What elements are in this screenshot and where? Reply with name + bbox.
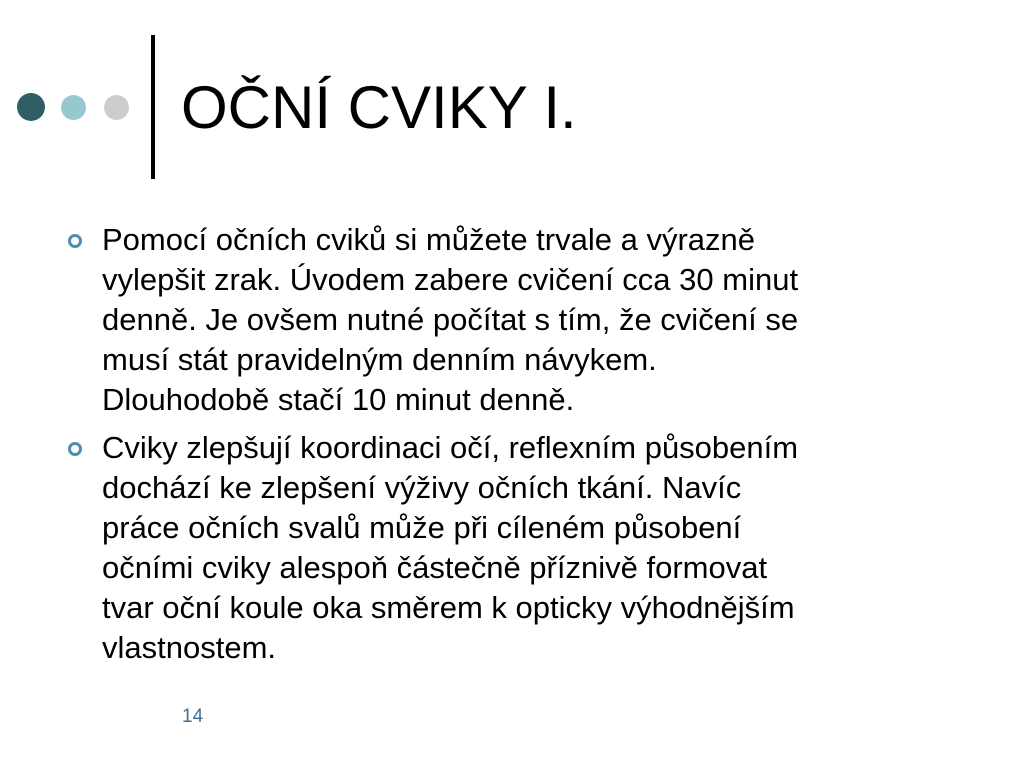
- text-line: tvar oční koule oka směrem k opticky výhodnějším: [102, 590, 795, 625]
- text-line: vlastnostem.: [102, 630, 277, 665]
- ring-bullet-icon: [68, 234, 82, 248]
- page-number: 14: [182, 706, 204, 727]
- text-line: Cviky zlepšují koordinaci očí, reflexním působením: [102, 430, 799, 465]
- decor-dot-light: [61, 95, 86, 120]
- bullet-text: [102, 428, 964, 668]
- decor-dot-grey: [104, 95, 129, 120]
- text-line: práce očních svalů může při cíleném působení: [102, 510, 742, 545]
- bullet-item: [64, 220, 964, 420]
- text-line: denně. Je ovšem nutné počítat s tím, že cvičení se: [102, 302, 799, 337]
- text-line: musí stát pravidelným denním návykem.: [102, 342, 657, 377]
- title-divider: [151, 35, 155, 179]
- bullet-text: [102, 220, 964, 420]
- slide-title: OČNÍ CVIKY I.: [181, 74, 577, 141]
- text-line: Dlouhodobě stačí 10 minut denně.: [102, 382, 575, 417]
- ring-bullet-icon: [68, 442, 82, 456]
- text-line: dochází ke zlepšení výživy očních tkání. Navíc: [102, 470, 742, 505]
- text-line: Pomocí očních cviků si můžete trvale a výrazně: [102, 222, 755, 257]
- bullet-list: [64, 220, 964, 676]
- bullet-item: [64, 428, 964, 668]
- text-line: vylepšit zrak. Úvodem zabere cvičení cca 30 minut: [102, 262, 799, 297]
- decor-dot-dark: [17, 93, 45, 121]
- text-line: očními cviky alespoň částečně příznivě formovat: [102, 550, 768, 585]
